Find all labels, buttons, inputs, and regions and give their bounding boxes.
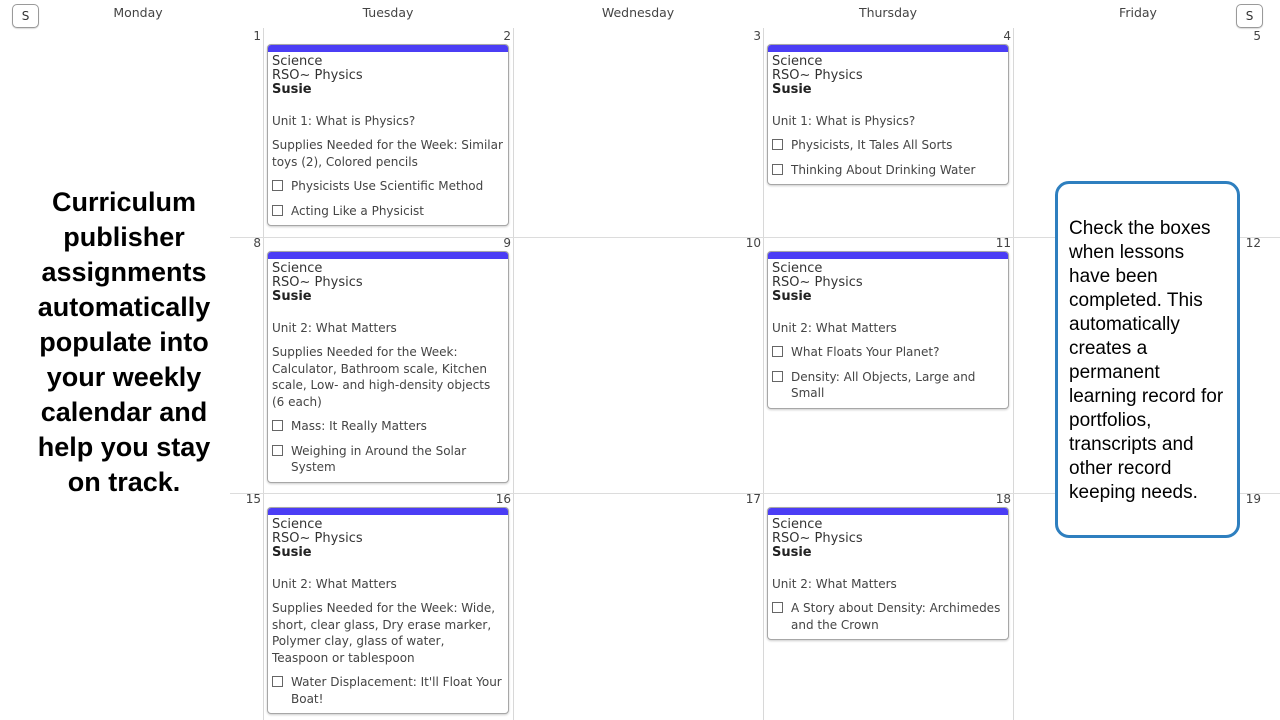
date-number: 18: [995, 492, 1011, 506]
card-student: Susie: [772, 82, 812, 97]
date-number: 16: [495, 492, 511, 506]
date-number: 8: [253, 236, 261, 250]
card-student: Susie: [272, 545, 312, 560]
card-unit: Unit 1: What is Physics?: [772, 114, 916, 128]
lesson-title: Water Displacement: It'll Float Your Boat!: [291, 675, 502, 706]
lesson-checkbox[interactable]: [272, 180, 283, 191]
card-supplies: Supplies Needed for the Week: Similar toys (2), Colored pencils: [272, 138, 503, 169]
card-unit: Unit 2: What Matters: [772, 321, 897, 335]
lesson-title: Physicists Use Scientific Method: [291, 179, 484, 193]
lesson-item: [272, 443, 504, 476]
lesson-title: Mass: It Really Matters: [291, 419, 427, 433]
day-header-tuesday: Tuesday: [362, 5, 414, 20]
day-header-monday: Monday: [113, 5, 163, 20]
card-course: RSO~ Physics: [272, 275, 363, 290]
date-number: 11: [995, 236, 1011, 250]
lesson-title: A Story about Density: Archimedes and the Crown: [791, 601, 1001, 632]
lesson-checkbox[interactable]: [272, 676, 283, 687]
lesson-title: What Floats Your Planet?: [791, 345, 940, 359]
lesson-checkbox[interactable]: [272, 205, 283, 216]
lesson-checkbox[interactable]: [772, 346, 783, 357]
date-number: 12: [1245, 236, 1261, 250]
card-subject: Science: [272, 261, 323, 276]
date-number: 5: [1253, 29, 1261, 43]
card-color-bar: [768, 252, 1008, 259]
card-student: Susie: [272, 82, 312, 97]
date-number: 3: [753, 29, 761, 43]
card-supplies: Supplies Needed for the Week: Wide, short, clear glass, Dry erase marker, Polymer clay, glass of water, Teaspoon or tablespoon: [272, 601, 496, 665]
day-header-friday: Friday: [1119, 5, 1157, 20]
card-color-bar: [268, 252, 508, 259]
card-subject: Science: [772, 261, 823, 276]
lesson-item: [272, 418, 504, 435]
assignment-card[interactable]: [767, 507, 1009, 640]
prev-week-button[interactable]: S: [12, 4, 39, 28]
card-course: RSO~ Physics: [272, 68, 363, 83]
card-color-bar: [268, 508, 508, 515]
lesson-title: Weighing in Around the Solar System: [291, 443, 467, 474]
date-number: 10: [745, 236, 761, 250]
lesson-checkbox[interactable]: [272, 445, 283, 456]
lesson-title: Acting Like a Physicist: [291, 203, 424, 218]
card-subject: Science: [272, 54, 323, 69]
checkbox-callout: [1055, 181, 1240, 538]
lesson-checkbox[interactable]: [772, 602, 783, 613]
card-student: Susie: [772, 545, 812, 560]
lesson-item: [272, 178, 504, 195]
lesson-checkbox[interactable]: [772, 164, 783, 175]
lesson-title: Physicists, It Tales All Sorts: [791, 138, 953, 152]
card-unit: Unit 1: What is Physics?: [272, 114, 416, 128]
day-header-thursday: Thursday: [858, 5, 918, 20]
lesson-checkbox[interactable]: [772, 371, 783, 382]
lesson-checkbox[interactable]: [272, 420, 283, 431]
lesson-checkbox[interactable]: [772, 139, 783, 150]
grid-divider: [763, 28, 764, 720]
lesson-title: Thinking About Drinking Water: [791, 162, 976, 177]
card-unit: Unit 2: What Matters: [772, 577, 897, 591]
card-subject: Science: [772, 54, 823, 69]
card-course: RSO~ Physics: [772, 275, 863, 290]
lesson-item: [272, 674, 504, 707]
promo-annotation: Curriculum publisher assignments automatically populate into your weekly calendar and help you stay on track.: [37, 187, 211, 497]
card-color-bar: [768, 508, 1008, 515]
lesson-item: [772, 600, 1004, 633]
lesson-item: [772, 369, 1004, 402]
card-course: RSO~ Physics: [772, 531, 863, 546]
grid-divider: [1013, 28, 1014, 720]
date-number: 19: [1245, 492, 1261, 506]
date-number: 9: [503, 236, 511, 250]
card-subject: Science: [272, 517, 323, 532]
assignment-card[interactable]: [267, 44, 509, 226]
grid-divider: [263, 28, 264, 720]
callout-text: Check the boxes when lessons have been completed. This automatically creates a permanent learning record for portfolios, transcripts and other record keeping needs.: [1069, 218, 1224, 503]
day-header-wednesday: Wednesday: [601, 5, 675, 20]
lesson-item: [772, 344, 1004, 361]
assignment-card[interactable]: [267, 507, 509, 714]
card-supplies: Supplies Needed for the Week: Calculator, Bathroom scale, Kitchen scale, Low- and high-density objects (6 each): [272, 345, 491, 409]
card-unit: Unit 2: What Matters: [272, 321, 397, 335]
card-student: Susie: [772, 289, 812, 304]
card-subject: Science: [772, 517, 823, 532]
date-number: 17: [745, 492, 761, 506]
date-number: 15: [245, 492, 261, 506]
lesson-item: [772, 162, 1004, 179]
date-number: 4: [1003, 29, 1011, 43]
card-color-bar: [268, 45, 508, 52]
assignment-card[interactable]: [767, 44, 1009, 185]
card-course: RSO~ Physics: [272, 531, 363, 546]
next-week-button[interactable]: S: [1236, 4, 1263, 28]
card-student: Susie: [272, 289, 312, 304]
card-course: RSO~ Physics: [772, 68, 863, 83]
assignment-card[interactable]: [767, 251, 1009, 409]
lesson-item: [772, 137, 1004, 154]
lesson-item: [272, 203, 504, 220]
assignment-card[interactable]: [267, 251, 509, 483]
date-number: 2: [503, 29, 511, 43]
date-number: 1: [253, 29, 261, 43]
grid-divider: [513, 28, 514, 720]
card-unit: Unit 2: What Matters: [272, 577, 397, 591]
card-color-bar: [768, 45, 1008, 52]
lesson-title: Density: All Objects, Large and Small: [791, 369, 976, 400]
